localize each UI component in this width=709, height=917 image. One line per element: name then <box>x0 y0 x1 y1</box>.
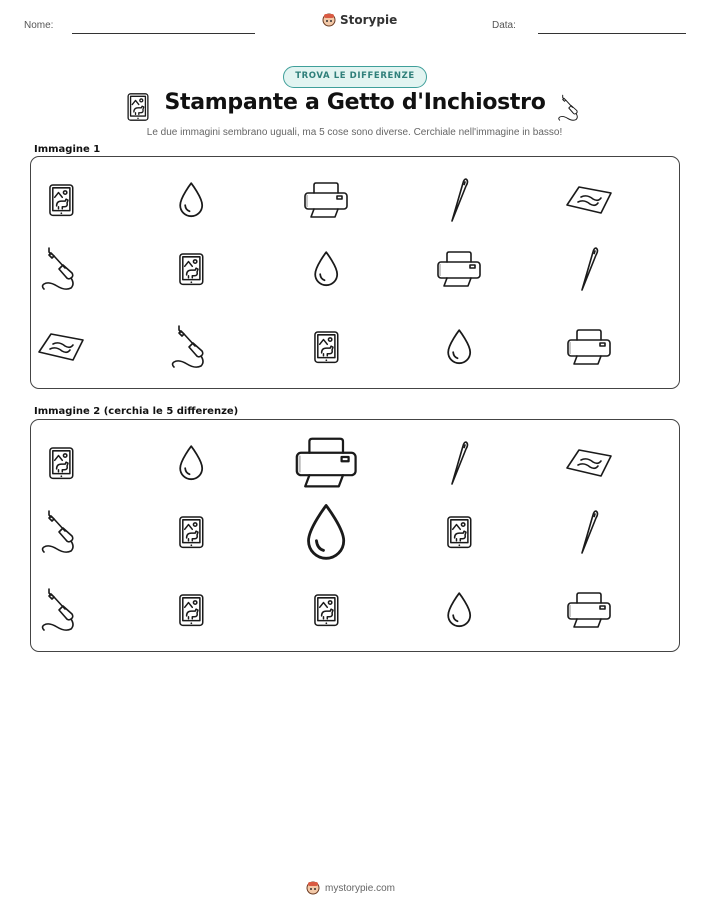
spot-cell[interactable] <box>291 428 361 498</box>
spot-cell[interactable] <box>26 497 96 567</box>
image-panel-1 <box>30 156 680 389</box>
soldering-iron-icon <box>41 246 81 292</box>
printer-icon <box>303 181 349 219</box>
brand-logo <box>322 13 397 27</box>
name-line[interactable] <box>72 33 255 34</box>
spot-cell[interactable] <box>554 428 624 498</box>
needle-icon <box>449 177 469 223</box>
spot-cell <box>156 312 226 382</box>
spot-cell <box>291 234 361 304</box>
spot-cell <box>554 312 624 382</box>
tablet-icon <box>179 594 204 626</box>
tablet-icon <box>314 594 339 626</box>
activity-badge: TROVA LE DIFFERENZE <box>283 66 427 88</box>
spot-cell[interactable] <box>424 497 494 567</box>
storypie-mascot-icon <box>322 13 336 27</box>
needle-icon <box>579 509 599 555</box>
ink-drop-icon <box>178 444 204 481</box>
ink-drop-icon <box>446 328 472 365</box>
tablet-icon <box>49 447 74 479</box>
spot-cell <box>424 234 494 304</box>
spot-cell <box>424 165 494 235</box>
spot-cell <box>156 234 226 304</box>
tablet-icon <box>179 253 204 285</box>
printer-icon <box>294 436 358 489</box>
tablet-icon <box>447 516 472 548</box>
ink-drop-icon <box>313 250 339 287</box>
printer-icon <box>436 250 482 288</box>
brand-name: Storypie <box>340 13 398 27</box>
spot-cell[interactable] <box>156 575 226 645</box>
spot-cell[interactable] <box>424 575 494 645</box>
soldering-iron-icon <box>171 324 211 370</box>
paper-sheet-icon <box>37 332 85 362</box>
ink-drop-icon <box>446 591 472 628</box>
title-tablet-icon <box>124 92 152 122</box>
printer-icon <box>566 591 612 629</box>
spot-cell <box>26 312 96 382</box>
spot-cell[interactable] <box>26 575 96 645</box>
printer-icon <box>566 328 612 366</box>
instructions: Le due immagini sembrano uguali, ma 5 cose sono diverse. Cerchiale nell'immagine in basso! <box>146 127 563 138</box>
spot-cell[interactable] <box>424 428 494 498</box>
footer <box>306 881 395 895</box>
image-panel-2[interactable] <box>30 419 680 652</box>
tablet-icon <box>314 331 339 363</box>
spot-cell <box>291 165 361 235</box>
spot-cell[interactable] <box>291 575 361 645</box>
page-title: Stampante a Getto d'Inchiostro <box>164 90 546 115</box>
spot-cell[interactable] <box>156 428 226 498</box>
spot-cell[interactable] <box>554 575 624 645</box>
title-soldering-iron-icon <box>555 92 585 124</box>
storypie-mascot-icon <box>306 881 320 895</box>
spot-cell <box>554 234 624 304</box>
soldering-iron-icon <box>41 509 81 555</box>
tablet-icon <box>49 184 74 216</box>
spot-cell[interactable] <box>26 428 96 498</box>
spot-cell <box>554 165 624 235</box>
spot-cell[interactable] <box>156 497 226 567</box>
spot-cell <box>26 165 96 235</box>
spot-cell[interactable] <box>554 497 624 567</box>
footer-url: mystorypie.com <box>325 882 396 894</box>
ink-drop-icon <box>305 502 347 562</box>
tablet-icon <box>179 516 204 548</box>
spot-cell <box>291 312 361 382</box>
needle-icon <box>449 440 469 486</box>
ink-drop-icon <box>178 181 204 218</box>
paper-sheet-icon <box>565 185 613 215</box>
date-label: Data: <box>492 20 516 31</box>
spot-cell <box>156 165 226 235</box>
paper-sheet-icon <box>565 448 613 478</box>
panel2-label: Immagine 2 (cerchia le 5 differenze) <box>34 406 239 417</box>
spot-cell <box>424 312 494 382</box>
soldering-iron-icon <box>41 587 81 633</box>
spot-cell[interactable] <box>291 497 361 567</box>
needle-icon <box>579 246 599 292</box>
panel1-label: Immagine 1 <box>34 144 101 155</box>
spot-cell <box>26 234 96 304</box>
name-label: Nome: <box>24 20 54 31</box>
date-line[interactable] <box>538 33 686 34</box>
